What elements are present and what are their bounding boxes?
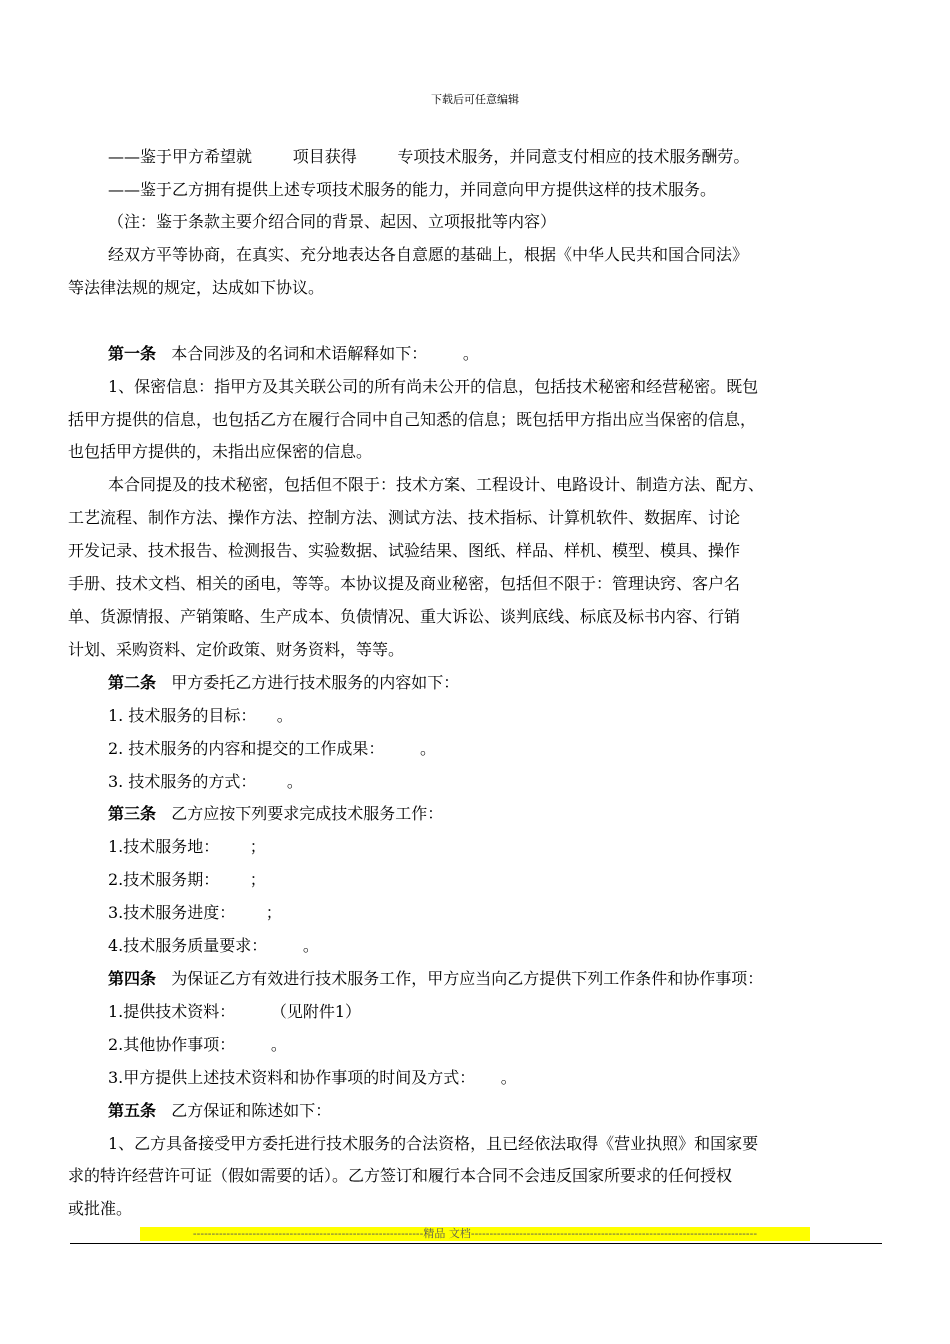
article-4-title: 第四条 [108, 969, 157, 988]
agreement-line-1: 经双方平等协商，在真实、充分地表达各自意愿的基础上，根据《中华人民共和国合同法》 [108, 245, 749, 264]
article-1-line: 也包括甲方提供的，未指出应保密的信息。 [68, 442, 373, 461]
article-2-heading [108, 671, 459, 695]
article-5-line: 求的特许经营许可证（假如需要的话）。乙方签订和履行本合同不会违反国家所要求的任何授权 [68, 1166, 733, 1185]
article-5-text: 乙方保证和陈述如下： [171, 1101, 332, 1120]
article-3-heading [108, 802, 443, 826]
article-3-title: 第三条 [108, 804, 157, 823]
article-4-item: 2.其他协作事项： 。 [108, 1035, 287, 1054]
footer-watermark: --------------------------------------------------------------精品 文档----------------------------------------------------------------------------- [140, 1227, 810, 1241]
article-3-text: 乙方应按下列要求完成技术服务工作： [171, 804, 444, 823]
article-3-item: 4.技术服务质量要求： 。 [108, 936, 319, 955]
article-2-text: 甲方委托乙方进行技术服务的内容如下： [171, 673, 460, 692]
article-1-line: 本合同提及的技术秘密，包括但不限于：技术方案、工程设计、电路设计、制造方法、配方、 [108, 475, 765, 494]
preamble-note: （注：鉴于条款主要介绍合同的背景、起因、立项报批等内容） [108, 212, 557, 231]
article-1-line: 工艺流程、制作方法、操作方法、控制方法、测试方法、技术指标、计算机软件、数据库、讨论 [68, 508, 741, 527]
preamble-line-1: ——鉴于甲方希望就 项目获得 专项技术服务，并同意支付相应的技术服务酬劳。 [108, 147, 750, 166]
article-1-text: 本合同涉及的名词和术语解释如下： 。 [171, 344, 479, 363]
article-5-line: 1、乙方具备接受甲方委托进行技术服务的合法资格，且已经依法取得《营业执照》和国家要 [108, 1134, 759, 1153]
article-1-line: 括甲方提供的信息，也包括乙方在履行合同中自己知悉的信息；既包括甲方指出应当保密的信息， [68, 410, 757, 429]
footer-divider [70, 1243, 882, 1244]
article-4-item: 3.甲方提供上述技术资料和协作事项的时间及方式： 。 [108, 1068, 517, 1087]
article-5-line: 或批准。 [68, 1199, 133, 1218]
article-4-heading [108, 967, 763, 991]
article-2-item: 1. 技术服务的目标： 。 [108, 706, 293, 725]
article-1-heading [108, 342, 479, 366]
article-5-heading [108, 1099, 331, 1123]
article-2-item: 2. 技术服务的内容和提交的工作成果： 。 [108, 739, 436, 758]
article-1-line: 单、货源情报、产销策略、生产成本、负债情况、重大诉讼、谈判底线、标底及标书内容、行销 [68, 607, 741, 626]
article-3-item: 2.技术服务期： ； [108, 870, 266, 889]
article-1-line: 开发记录、技术报告、检测报告、实验数据、试验结果、图纸、样品、样机、模型、模具、操作 [68, 541, 741, 560]
article-4-item: 1.提供技术资料： （见附件1） [108, 1002, 362, 1021]
article-2-title: 第二条 [108, 673, 157, 692]
preamble-line-2: ——鉴于乙方拥有提供上述专项技术服务的能力，并同意向甲方提供这样的技术服务。 [108, 180, 717, 199]
article-1-line: 计划、采购资料、定价政策、财务资料，等等。 [68, 640, 405, 659]
article-3-item: 3.技术服务进度： ； [108, 903, 282, 922]
article-4-text: 为保证乙方有效进行技术服务工作，甲方应当向乙方提供下列工作条件和协作事项： [171, 969, 764, 988]
article-5-title: 第五条 [108, 1101, 157, 1120]
article-1-line: 手册、技术文档、相关的函电，等等。本协议提及商业秘密，包括但不限于：管理诀窍、客户名 [68, 574, 741, 593]
article-1-title: 第一条 [108, 344, 157, 363]
agreement-line-2: 等法律法规的规定，达成如下协议。 [68, 278, 325, 297]
article-3-item: 1.技术服务地： ； [108, 837, 266, 856]
page-header: 下载后可任意编辑 [431, 93, 519, 106]
article-2-item: 3. 技术服务的方式： 。 [108, 772, 303, 791]
article-1-line: 1、保密信息：指甲方及其关联公司的所有尚未公开的信息，包括技术秘密和经营秘密。既包 [108, 377, 759, 396]
